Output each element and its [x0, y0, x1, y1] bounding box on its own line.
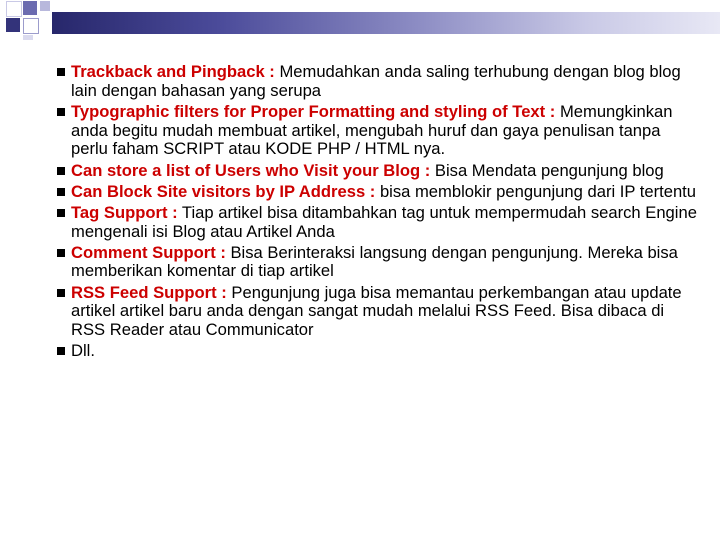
- item-description: Memungkinkan anda begitu mudah membuat artikel, mengubah huruf dan gaya penulisan tanpa perlu faham SCRIPT atau KODE PHP / HTML nya.: [71, 101, 673, 159]
- decor-square: [6, 18, 20, 32]
- decor-square: [23, 18, 39, 34]
- header-gradient-bar: [52, 12, 720, 34]
- square-bullet-icon: [57, 347, 65, 355]
- list-item: [57, 284, 697, 340]
- list-item: [57, 183, 697, 202]
- decor-square: [6, 1, 22, 17]
- item-title: Trackback and Pingback :: [71, 62, 275, 81]
- item-description: Pengunjung juga bisa memantau perkembangan atau update artikel artikel baru anda dengan sangat mudah melalui RSS Feed. Bisa dibaca di RSS Reader atau Communicator: [71, 282, 682, 340]
- item-description: Bisa Mendata pengunjung blog: [430, 160, 664, 180]
- item-description: Memudahkan anda saling terhubung dengan blog blog lain dengan bahasan yang serupa: [71, 62, 681, 100]
- decor-square: [40, 1, 50, 11]
- list-item: [57, 103, 697, 159]
- square-bullet-icon: [57, 68, 65, 76]
- feature-list: [57, 63, 697, 363]
- item-title: Can store a list of Users who Visit your Blog :: [71, 160, 431, 180]
- decor-square: [23, 35, 33, 40]
- list-item: [57, 204, 697, 242]
- square-bullet-icon: [57, 209, 65, 217]
- square-bullet-icon: [57, 167, 65, 175]
- list-item: [57, 342, 697, 361]
- item-description: Dll.: [71, 341, 95, 361]
- item-title: Typographic filters for Proper Formatting and styling of Text :: [71, 101, 556, 121]
- item-title: Comment Support :: [71, 242, 226, 262]
- item-title: Can Block Site visitors by IP Address :: [71, 181, 376, 201]
- header-decoration: [0, 0, 720, 40]
- square-bullet-icon: [57, 108, 65, 116]
- item-title: RSS Feed Support :: [71, 282, 227, 302]
- list-item: [57, 63, 697, 101]
- square-bullet-icon: [57, 249, 65, 257]
- list-item: [57, 244, 697, 282]
- item-description: bisa memblokir pengunjung dari IP tertentu: [375, 181, 697, 201]
- list-item: [57, 162, 697, 181]
- square-bullet-icon: [57, 188, 65, 196]
- item-title: Tag Support :: [71, 202, 178, 222]
- square-bullet-icon: [57, 289, 65, 297]
- item-description: Tiap artikel bisa ditambahkan tag untuk mempermudah search Engine mengenali isi Blog atau Artikel Anda: [71, 202, 697, 241]
- item-description: Bisa Berinteraksi langsung dengan pengunjung. Mereka bisa memberikan komentar di tiap artikel: [71, 242, 678, 281]
- decor-square: [23, 1, 37, 15]
